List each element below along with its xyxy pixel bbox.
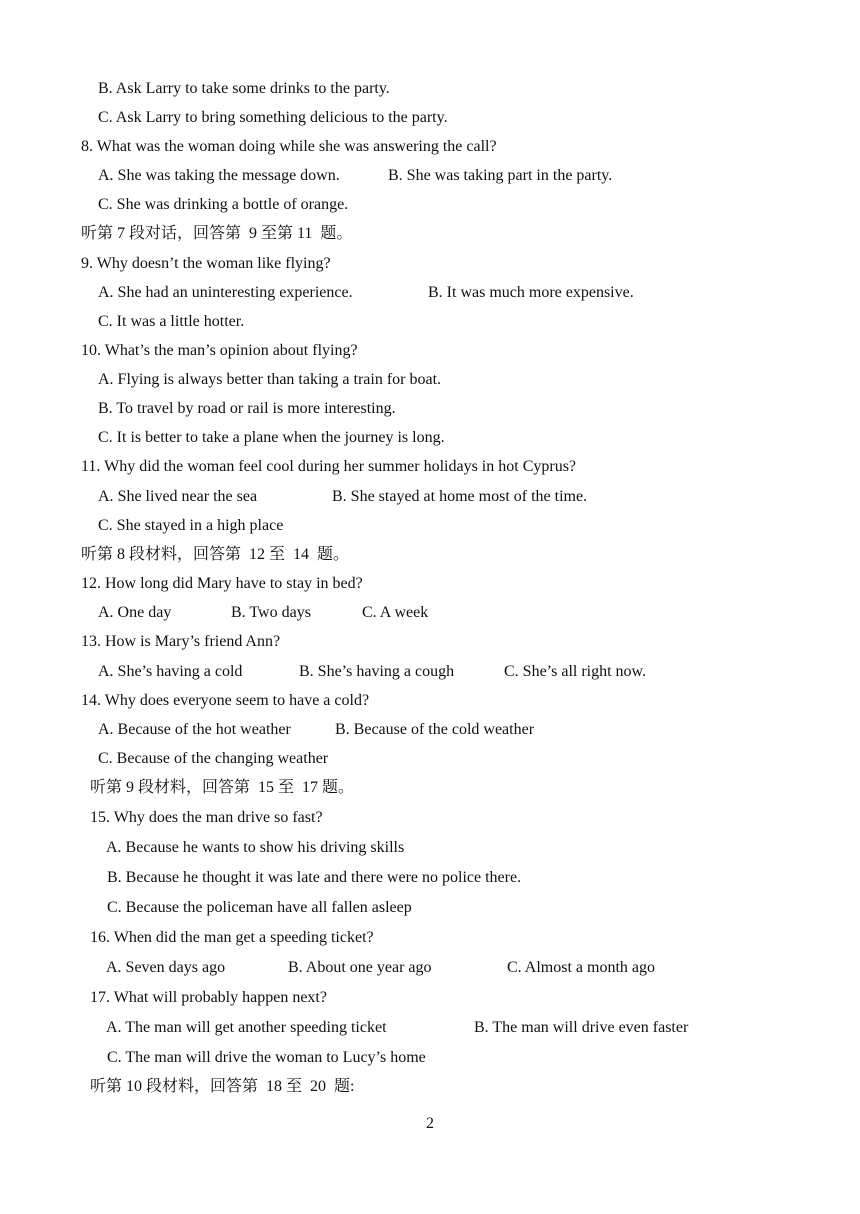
answer-option: C. Ask Larry to bring something delicious to the party. — [98, 109, 448, 126]
answer-option: C. It is better to take a plane when the journey is long. — [98, 429, 445, 446]
section-instruction: 听第 9 段材料，回答第 15 至 17 题。 — [90, 779, 355, 796]
question-stem: 13. How is Mary’s friend Ann? — [81, 633, 281, 650]
answer-option: B. It was much more expensive. — [428, 284, 634, 301]
question-stem: 16. When did the man get a speeding ticket? — [90, 929, 374, 946]
answer-option: B. Because he thought it was late and there were no police there. — [107, 869, 522, 886]
answer-option: B. She stayed at home most of the time. — [332, 488, 588, 505]
answer-option: B. Ask Larry to take some drinks to the party. — [98, 80, 390, 97]
answer-option: C. It was a little hotter. — [98, 313, 245, 330]
answer-option: A. Because of the hot weather — [98, 721, 291, 738]
answer-option: C. A week — [362, 604, 429, 621]
question-stem: 9. Why doesn’t the woman like flying? — [81, 255, 331, 272]
answer-option: B. Because of the cold weather — [335, 721, 535, 738]
answer-option: A. She lived near the sea — [98, 488, 258, 505]
answer-option: A. Flying is always better than taking a train for boat. — [98, 371, 442, 388]
question-stem: 8. What was the woman doing while she was answering the call? — [81, 138, 497, 155]
question-stem: 17. What will probably happen next? — [90, 989, 327, 1006]
answer-option: C. Because of the changing weather — [98, 750, 329, 767]
answer-option: A. The man will get another speeding ticket — [106, 1019, 387, 1036]
answer-option: A. Seven days ago — [106, 959, 226, 976]
question-stem: 10. What’s the man’s opinion about flying? — [81, 342, 358, 359]
section-instruction: 听第 7 段对话，回答第 9 至第 11 题。 — [81, 225, 353, 242]
answer-option: A. She was taking the message down. — [98, 167, 340, 184]
answer-option: B. The man will drive even faster — [474, 1019, 689, 1036]
question-stem: 11. Why did the woman feel cool during her summer holidays in hot Cyprus? — [81, 458, 577, 475]
page-number: 2 — [426, 1115, 434, 1132]
answer-option: B. Two days — [231, 604, 311, 621]
answer-option: C. She was drinking a bottle of orange. — [98, 196, 349, 213]
answer-option: B. To travel by road or rail is more interesting. — [98, 400, 396, 417]
answer-option: A. She’s having a cold — [98, 663, 243, 680]
section-instruction: 听第 10 段材料，回答第 18 至 20 题: — [90, 1078, 355, 1095]
answer-option: B. She was taking part in the party. — [388, 167, 613, 184]
question-stem: 12. How long did Mary have to stay in bed? — [81, 575, 363, 592]
answer-option: A. Because he wants to show his driving skills — [106, 839, 405, 856]
answer-option: B. She’s having a cough — [299, 663, 455, 680]
question-stem: 14. Why does everyone seem to have a cold? — [81, 692, 370, 709]
answer-option: A. She had an uninteresting experience. — [98, 284, 353, 301]
answer-option: C. Almost a month ago — [507, 959, 655, 976]
answer-option: B. About one year ago — [288, 959, 432, 976]
answer-option: A. One day — [98, 604, 172, 621]
answer-option: C. Because the policeman have all fallen asleep — [107, 899, 412, 916]
answer-option: C. The man will drive the woman to Lucy’s home — [107, 1049, 426, 1066]
answer-option: C. She stayed in a high place — [98, 517, 284, 534]
question-stem: 15. Why does the man drive so fast? — [90, 809, 323, 826]
section-instruction: 听第 8 段材料，回答第 12 至 14 题。 — [81, 546, 350, 563]
answer-option: C. She’s all right now. — [504, 663, 647, 680]
